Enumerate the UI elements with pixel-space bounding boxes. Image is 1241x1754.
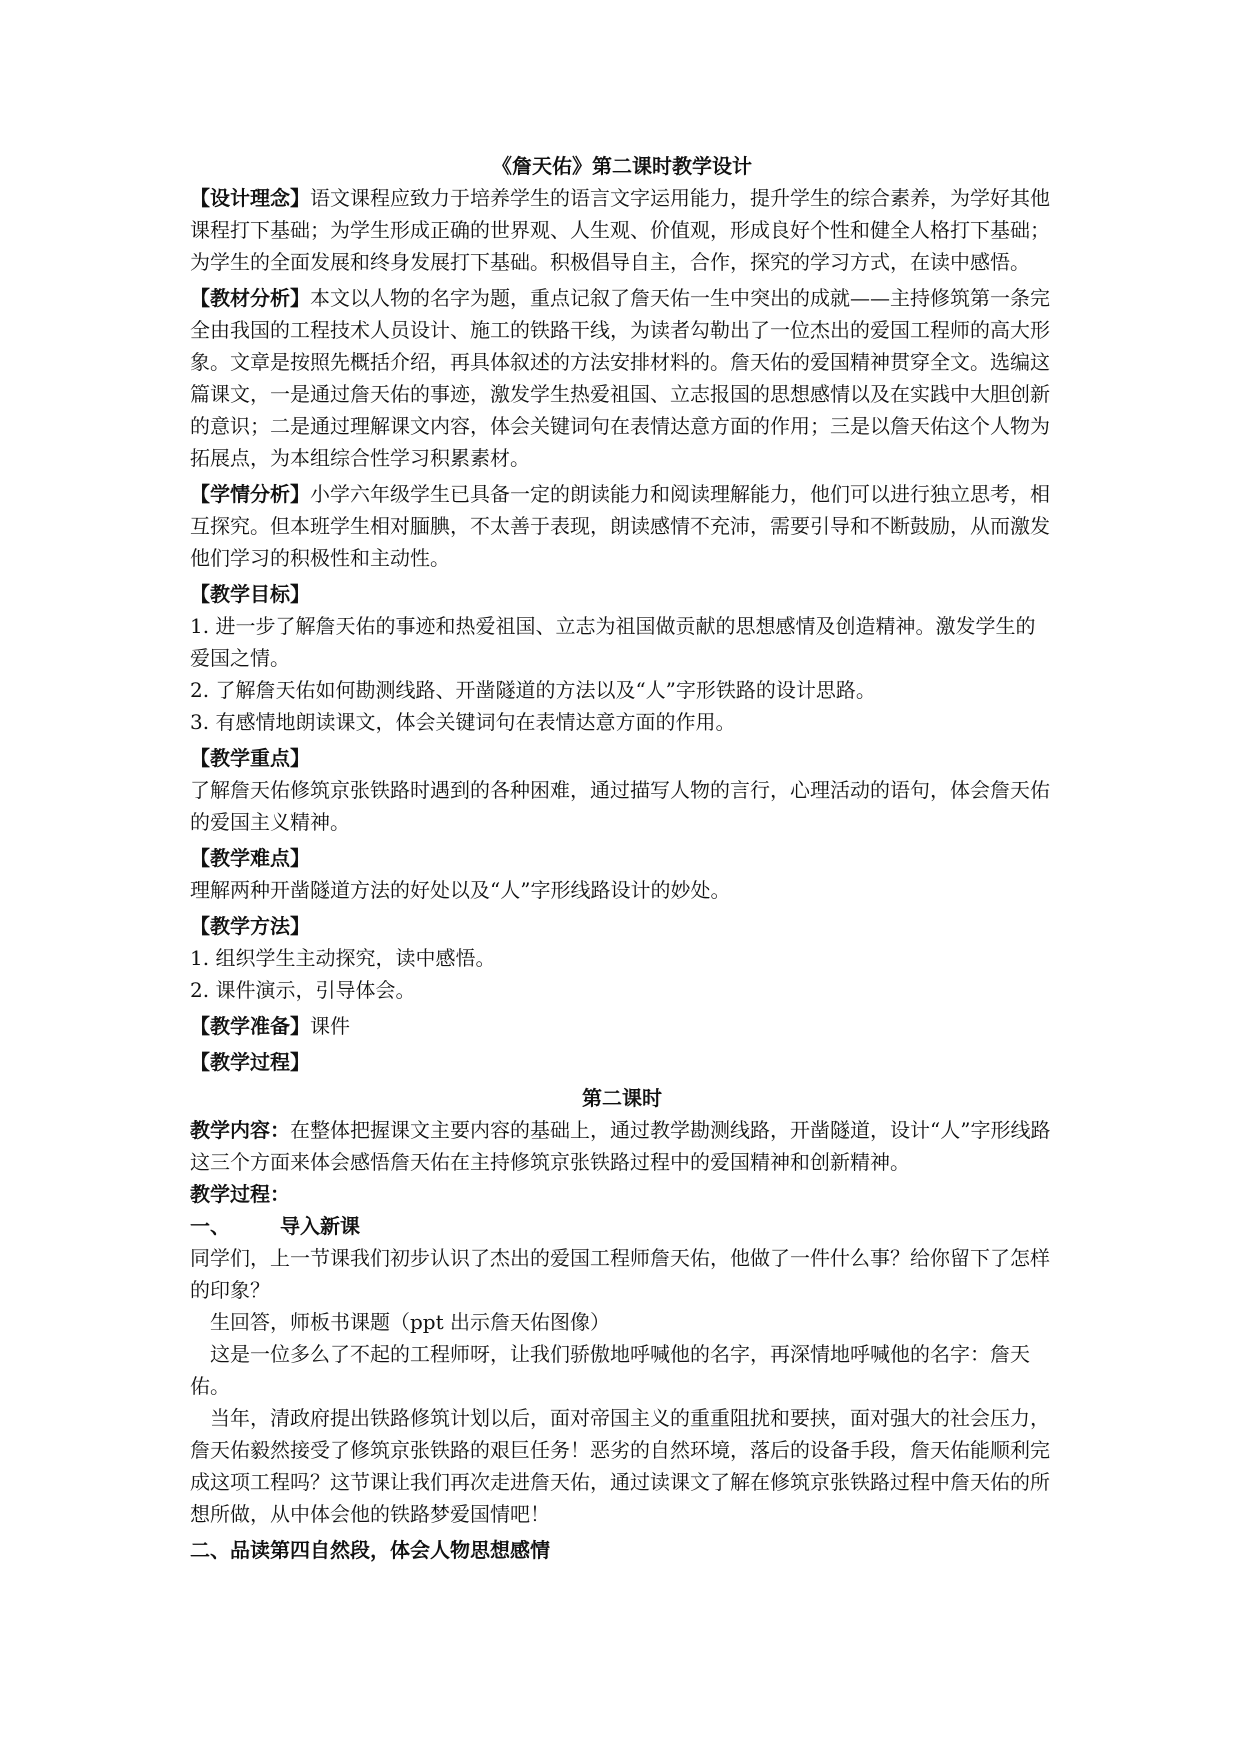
process-heading: 教学过程：	[190, 1182, 290, 1206]
method-item-2: 2. 课件演示，引导体会。	[190, 978, 416, 1002]
material-paragraph	[190, 282, 1054, 474]
key-heading: 【教学重点】	[190, 746, 310, 770]
section1-number: 一、	[190, 1214, 230, 1238]
students-label: 【学情分析】	[190, 482, 310, 506]
design-paragraph	[190, 182, 1054, 278]
content-label: 教学内容：	[190, 1118, 290, 1142]
methods-heading: 【教学方法】	[190, 914, 310, 938]
prep-text: 课件	[310, 1014, 350, 1038]
prep-paragraph	[190, 1010, 1054, 1042]
process-label: 【教学过程】	[190, 1050, 310, 1074]
section1-paragraph-4: 当年，清政府提出铁路修筑计划以后，面对帝国主义的重重阻扰和要挟，面对强大的社会压力，詹天佑毅然接受了修筑京张铁路的艰巨任务！恶劣的自然环境，落后的设备手段，詹天佑能顺利完成这项工程吗？这节课让我们再次走进詹天佑，通过读课文了解在修筑京张铁路过程中詹天佑的所想所做，从中体会他的铁路梦爱国情吧！	[190, 1406, 1050, 1526]
material-label: 【教材分析】	[190, 286, 310, 310]
goal-item-2: 2. 了解詹天佑如何勘测线路、开凿隧道的方法以及“人”字形铁路的设计思路。	[190, 678, 876, 702]
goals-heading: 【教学目标】	[190, 582, 310, 606]
section1-paragraph-1: 同学们，上一节课我们初步认识了杰出的爱国工程师詹天佑，他做了一件什么事？给你留下了怎样的印象？	[190, 1246, 1050, 1302]
material-text: 本文以人物的名字为题，重点记叙了詹天佑一生中突出的成就——主持修筑第一条完全由我国的工程技术人员设计、施工的铁路干线，为读者勾勒出了一位杰出的爱国工程师的高大形象。文章是按照先概括介绍，再具体叙述的方法安排材料的。詹天佑的爱国精神贯穿全文。选编这篇课文，一是通过詹天佑的事迹，激发学生热爱祖国、立志报国的思想感情以及在实践中大胆创新的意识；二是通过理解课文内容，体会关键词句在表情达意方面的作用；三是以詹天佑这个人物为拓展点，为本组综合性学习积累素材。	[190, 286, 1050, 470]
difficulty-text: 理解两种开凿隧道方法的好处以及“人”字形线路设计的妙处。	[190, 878, 731, 902]
section1-heading	[190, 1210, 1054, 1242]
method-item-1: 1. 组织学生主动探究，读中感悟。	[190, 946, 496, 970]
goal-item-1: 1. 进一步了解詹天佑的事迹和热爱祖国、立志为祖国做贡献的思想感情及创造精神。激发学生的爱国之情。	[190, 614, 1036, 670]
goal-item-3: 3. 有感情地朗读课文，体会关键词句在表情达意方面的作用。	[190, 710, 736, 734]
key-text: 了解詹天佑修筑京张铁路时遇到的各种困难，通过描写人物的言行，心理活动的语句，体会詹天佑的爱国主义精神。	[190, 778, 1050, 834]
content-text: 在整体把握课文主要内容的基础上，通过教学勘测线路，开凿隧道，设计“人”字形线路这三个方面来体会感悟詹天佑在主持修筑京张铁路过程中的爱国精神和创新精神。	[190, 1118, 1051, 1174]
section2-heading: 二、品读第四自然段，体会人物思想感情	[190, 1538, 550, 1562]
section1-paragraph-3: 这是一位多么了不起的工程师呀，让我们骄傲地呼喊他的名字，再深情地呼喊他的名字：詹天佑。	[190, 1342, 1030, 1398]
content-paragraph	[190, 1114, 1054, 1178]
document-body	[190, 150, 1054, 1566]
students-text: 小学六年级学生已具备一定的朗读能力和阅读理解能力，他们可以进行独立思考，相互探究。但本班学生相对腼腆，不太善于表现，朗读感情不充沛，需要引导和不断鼓励，从而激发他们学习的积极性和主动性。	[190, 482, 1050, 570]
difficulty-heading: 【教学难点】	[190, 846, 310, 870]
document-title: 《詹天佑》第二课时教学设计	[492, 154, 752, 178]
section1-paragraph-2: 生回答，师板书课题（ppt 出示詹天佑图像）	[210, 1310, 610, 1334]
section1-title: 导入新课	[280, 1214, 360, 1238]
students-paragraph	[190, 478, 1054, 574]
lesson-title: 第二课时	[582, 1086, 662, 1110]
prep-label: 【教学准备】	[190, 1014, 310, 1038]
design-text: 语文课程应致力于培养学生的语言文字运用能力，提升学生的综合素养，为学好其他课程打下基础；为学生形成正确的世界观、人生观、价值观，形成良好个性和健全人格打下基础；为学生的全面发展和终身发展打下基础。积极倡导自主，合作，探究的学习方式，在读中感悟。	[190, 186, 1050, 274]
design-label: 【设计理念】	[190, 186, 310, 210]
